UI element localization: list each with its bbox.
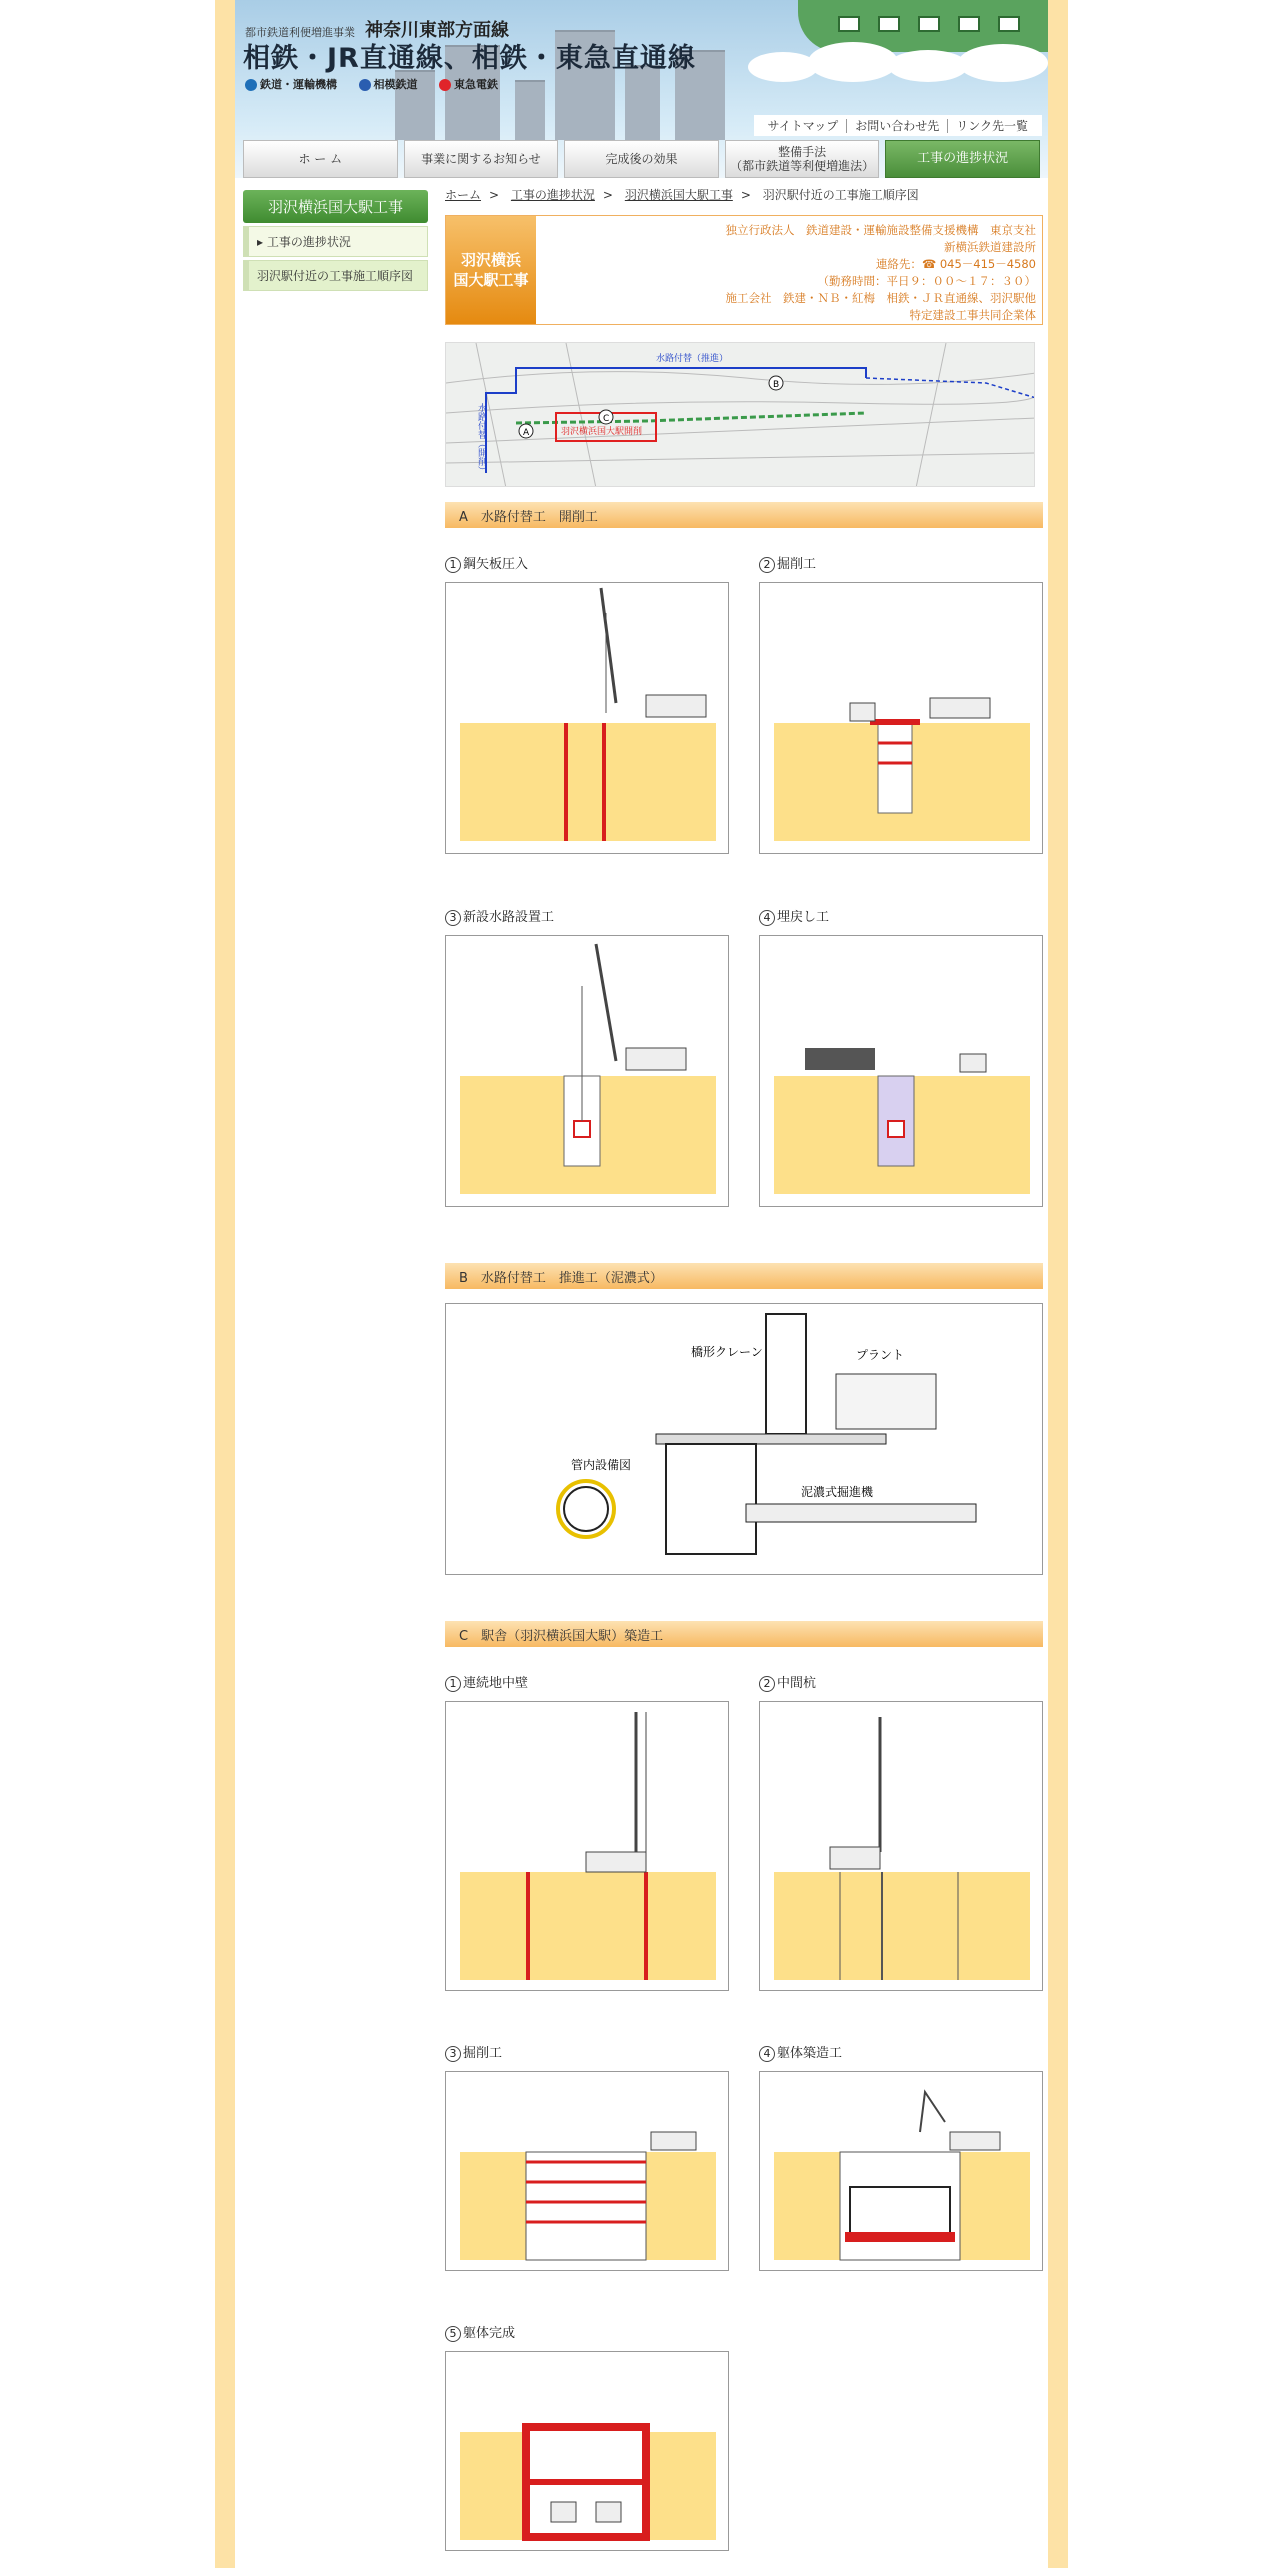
jrtt-logo[interactable]: 鉄道・運輸機構 bbox=[245, 78, 337, 91]
main-nav bbox=[243, 140, 1040, 178]
breadcrumb-home[interactable]: ホーム bbox=[445, 188, 482, 202]
nav-home[interactable]: ホ ー ム bbox=[243, 140, 398, 178]
section-c-header: C 駅舎（羽沢横浜国大駅）築造工 bbox=[445, 1621, 1043, 1647]
label-tbm: 泥濃式掘進機 bbox=[801, 1485, 874, 1499]
left-border bbox=[215, 0, 235, 2568]
step-c3-caption: 3 掘削工 bbox=[445, 2042, 502, 2062]
step-c2-caption: 2 中間杭 bbox=[759, 1672, 816, 1692]
nav-effects[interactable]: 完成後の効果 bbox=[564, 140, 719, 178]
nav-notices[interactable]: 事業に関するお知らせ bbox=[404, 140, 559, 178]
sotetsu-logo[interactable]: 相模鉄道 bbox=[359, 78, 418, 91]
utility-links bbox=[754, 115, 1042, 136]
page-frame bbox=[235, 0, 1048, 2568]
diagram-c2 bbox=[759, 1701, 1043, 1991]
map-label-station: 羽沢横浜国大駅開削 bbox=[561, 427, 643, 437]
logo-row bbox=[245, 76, 516, 92]
label-gantry-crane: 橋形クレーン bbox=[691, 1345, 763, 1359]
diagram-b bbox=[445, 1303, 1043, 1575]
project-subtitle: 都市鉄道利便増進事業 神奈川東部方面線 bbox=[245, 20, 509, 41]
step-a1-caption: 1 鋼矢板圧入 bbox=[445, 553, 528, 573]
step-c1-caption: 1 連続地中壁 bbox=[445, 1672, 528, 1692]
right-border bbox=[1048, 0, 1068, 2568]
office-tag: 羽沢横浜 国大駅工事 bbox=[446, 216, 536, 324]
section-b-header: B 水路付替工 推進工（泥濃式） bbox=[445, 1263, 1043, 1289]
tokyu-logo[interactable]: 東急電鉄 bbox=[439, 78, 498, 91]
diagram-c1 bbox=[445, 1701, 729, 1991]
office-info bbox=[445, 215, 1043, 325]
site-title[interactable]: 相鉄・JR直通線、相鉄・東急直通線 bbox=[243, 43, 696, 74]
map-label-open: 水路付替（開削） bbox=[476, 403, 486, 475]
label-pipe-equipment: 管内設備図 bbox=[571, 1458, 632, 1472]
map-label-c: C bbox=[603, 414, 610, 424]
sitemap-link[interactable]: サイトマップ bbox=[767, 119, 839, 133]
sidebar-item-sequence[interactable]: 羽沢駅付近の工事施工順序図 bbox=[243, 260, 428, 291]
label-plant: プラント bbox=[856, 1348, 905, 1362]
nav-method[interactable]: 整備手法 （都市鉄道等利便増進法） bbox=[725, 140, 880, 178]
step-a2-caption: 2 掘削工 bbox=[759, 553, 816, 573]
diagram-a1 bbox=[445, 582, 729, 854]
diagram-a4 bbox=[759, 935, 1043, 1207]
breadcrumb-station[interactable]: 羽沢横浜国大駅工事 bbox=[624, 188, 733, 202]
diagram-c5 bbox=[445, 2351, 729, 2551]
step-a4-caption: 4 埋戻し工 bbox=[759, 906, 829, 926]
map-label-a: A bbox=[523, 428, 530, 438]
site-header bbox=[235, 0, 1048, 178]
map-label-push: 水路付替（推進） bbox=[656, 354, 729, 364]
nav-progress[interactable]: 工事の進捗状況 bbox=[885, 140, 1040, 178]
diagram-a3 bbox=[445, 935, 729, 1207]
sidebar-heading[interactable]: 羽沢横浜国大駅工事 bbox=[243, 190, 428, 223]
map-label-b: B bbox=[773, 380, 780, 390]
contact-link[interactable]: お問い合わせ先 bbox=[846, 119, 947, 133]
breadcrumb: ホーム > 工事の進捗状況 > 羽沢横浜国大駅工事 > 羽沢駅付近の工事施工順序図 bbox=[445, 188, 919, 202]
diagram-c4 bbox=[759, 2071, 1043, 2271]
breadcrumb-progress[interactable]: 工事の進捗状況 bbox=[510, 188, 595, 202]
diagram-c3 bbox=[445, 2071, 729, 2271]
section-a-header: A 水路付替工 開削工 bbox=[445, 502, 1043, 528]
sidebar bbox=[243, 190, 428, 291]
step-c5-caption: 5 躯体完成 bbox=[445, 2322, 515, 2342]
breadcrumb-current: 羽沢駅付近の工事施工順序図 bbox=[762, 188, 919, 202]
sidebar-item-progress[interactable]: ▸ 工事の進捗状況 bbox=[243, 226, 428, 257]
links-list-link[interactable]: リンク先一覧 bbox=[947, 119, 1036, 133]
office-contact: 独立行政法人 鉄道建設・運輸施設整備支援機構 東京支社 新横浜鉄道建設所 連絡先：☎ 045－415－4580 （勤務時間：平日９：００～１７：３０） 施工会社 鉄建・ＮＢ・紅梅 相鉄・ＪＲ直通線、羽沢駅他 特定建設工事共同企業体 bbox=[725, 223, 1036, 322]
step-a3-caption: 3 新設水路設置工 bbox=[445, 906, 554, 926]
diagram-a2 bbox=[759, 582, 1043, 854]
site-map bbox=[445, 342, 1035, 487]
step-c4-caption: 4 躯体築造工 bbox=[759, 2042, 842, 2062]
